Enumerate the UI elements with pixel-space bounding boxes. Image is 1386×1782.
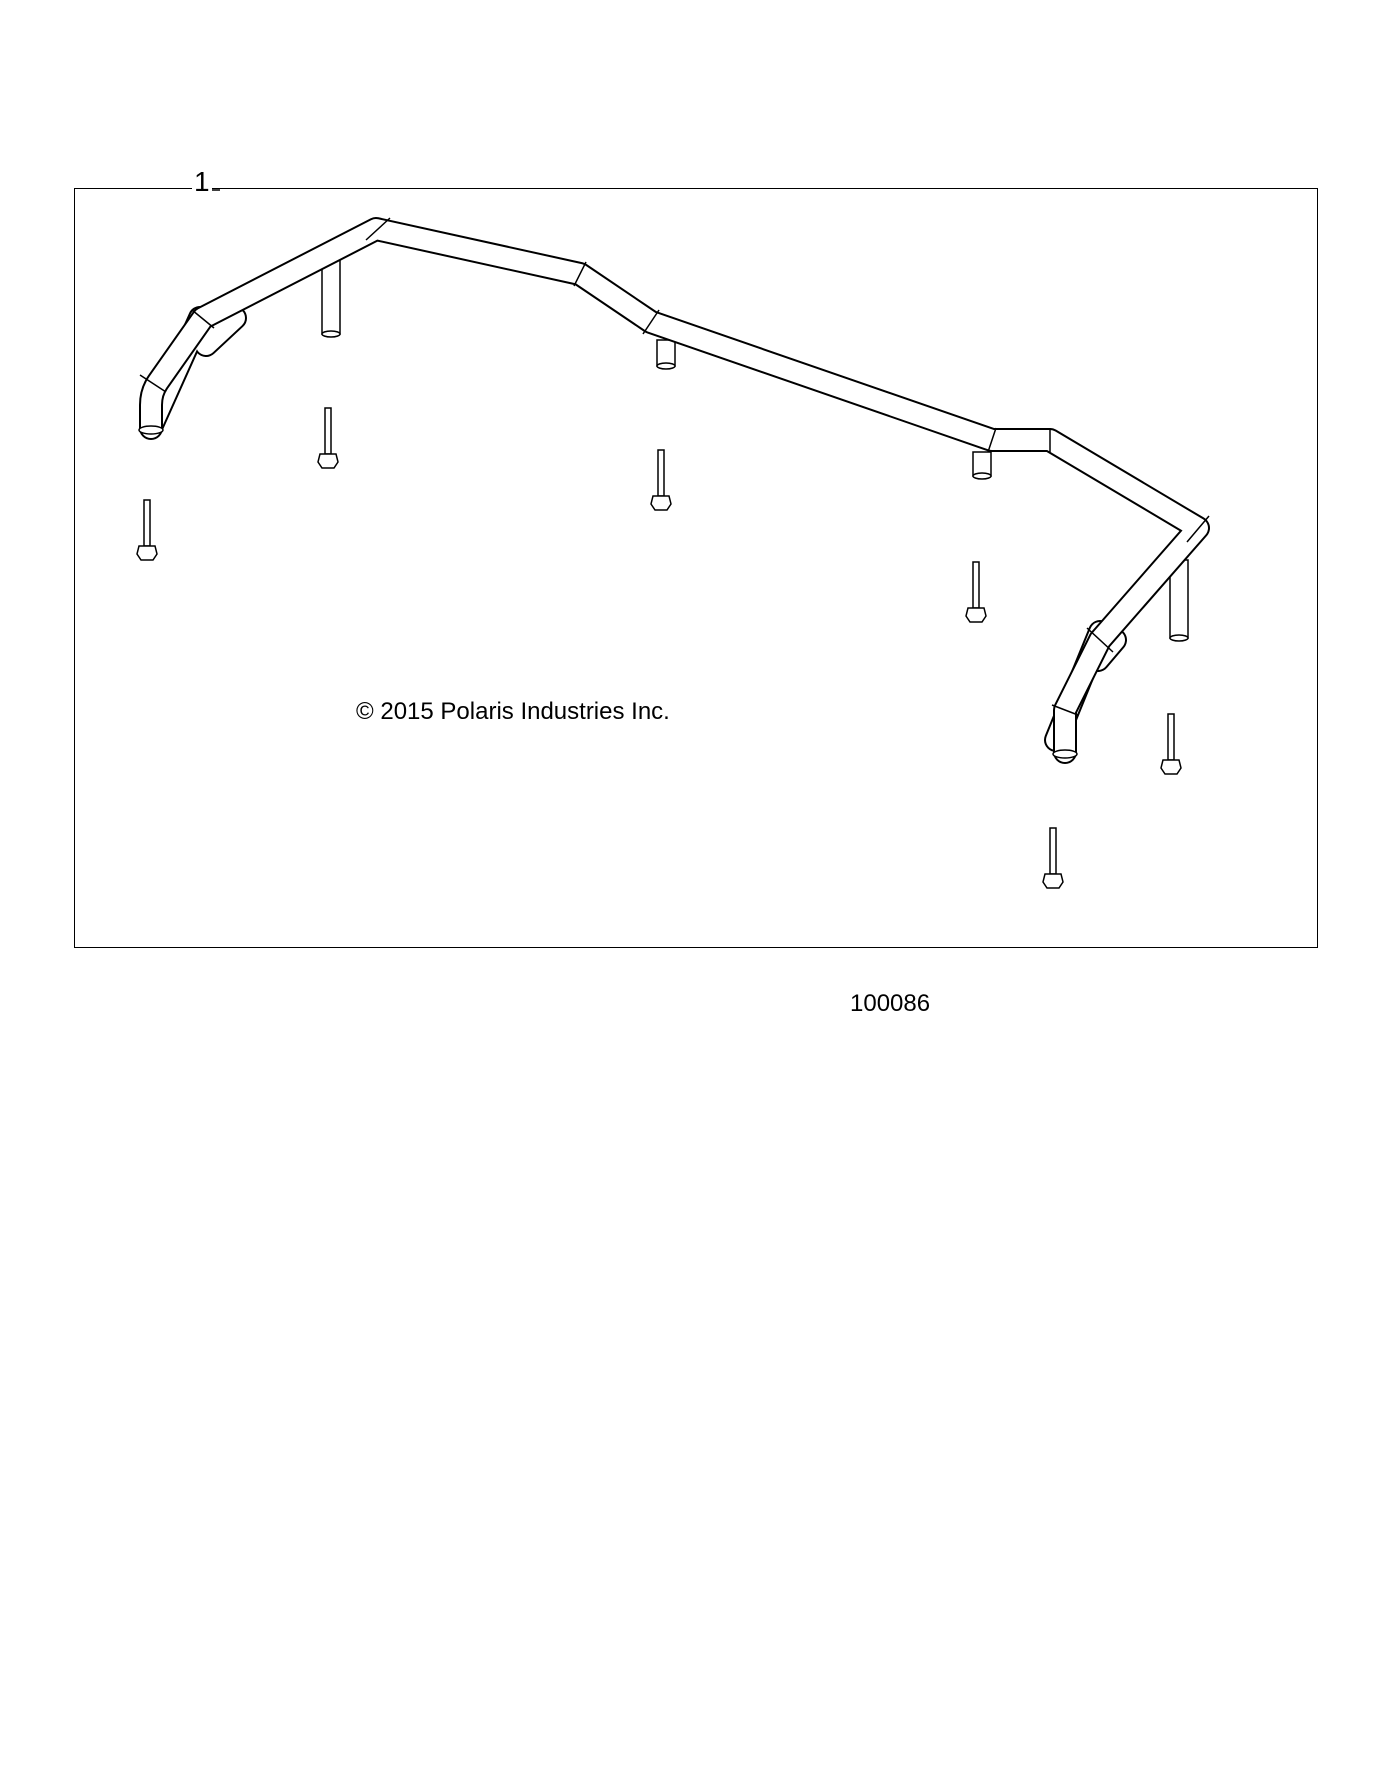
flange-bolt (966, 562, 986, 622)
flange-bolt (137, 500, 157, 560)
flange-bolt (1161, 714, 1181, 774)
flange-bolt (1043, 828, 1063, 888)
mounting-post (657, 340, 675, 369)
figure-number: 100086 (850, 990, 931, 1017)
mounting-post (973, 452, 991, 479)
flange-bolt (318, 408, 338, 468)
callout-label: 1 (194, 166, 210, 197)
copyright-notice: © 2015 Polaris Industries Inc. (356, 698, 670, 725)
flange-bolt (651, 450, 671, 510)
roll-bar-tube (139, 218, 1209, 758)
